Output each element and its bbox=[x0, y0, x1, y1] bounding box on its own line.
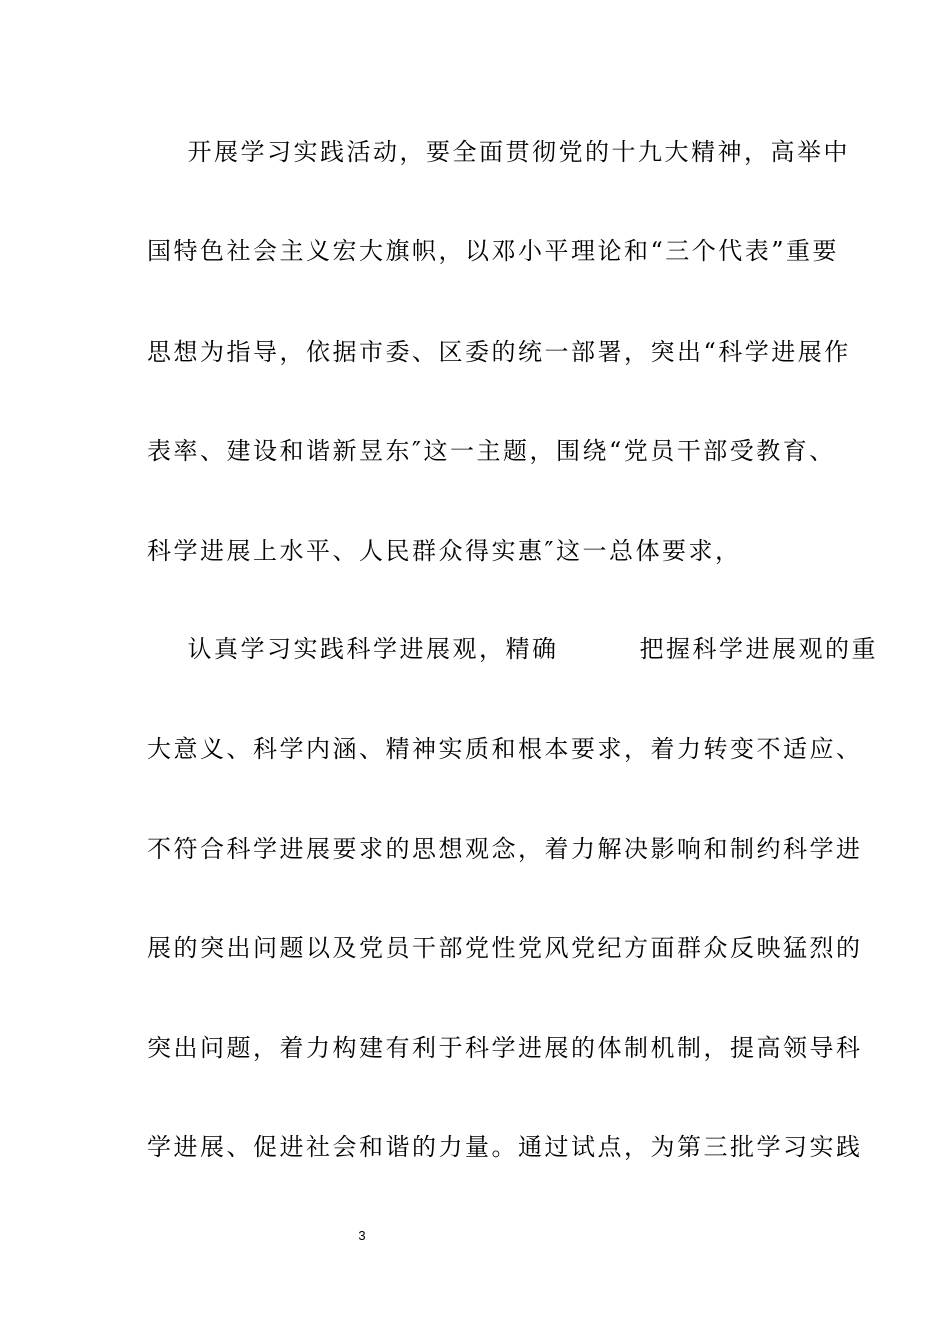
text-line-7: 大意义、科学内涵、精神实质和根本要求，着力转变不适应、 bbox=[147, 735, 863, 763]
text-line-4: 表率、建设和谐新昱东″这一主题，围绕“党员干部受教育、 bbox=[147, 437, 836, 465]
text-line-6: 认真学习实践科学进展观，精确 把握科学进展观的重 bbox=[147, 635, 879, 663]
text-line-9: 展的突出问题以及党员干部党性党风党纪方面群众反映猛烈的 bbox=[147, 934, 863, 962]
text-line-2: 国特色社会主义宏大旗帜，以邓小平理论和“三个代表”重要 bbox=[147, 237, 840, 265]
text-line-8: 不符合科学进展要求的思想观念，着力解决影响和制约科学进 bbox=[147, 835, 863, 863]
page-number: 3 bbox=[358, 1228, 366, 1243]
text-line-10: 突出问题，着力构建有利于科学进展的体制机制，提高领导科 bbox=[147, 1034, 863, 1062]
text-line-1: 开展学习实践活动，要全面贯彻党的十九大精神，高举中 bbox=[147, 138, 851, 166]
text-line-3: 思想为指导，依据市委、区委的统一部署，突出“科学进展作 bbox=[147, 338, 851, 366]
text-line-5: 科学进展上水平、人民群众得实惠″这一总体要求， bbox=[147, 537, 742, 565]
text-line-11: 学进展、促进社会和谐的力量。通过试点，为第三批学习实践 bbox=[147, 1133, 863, 1161]
